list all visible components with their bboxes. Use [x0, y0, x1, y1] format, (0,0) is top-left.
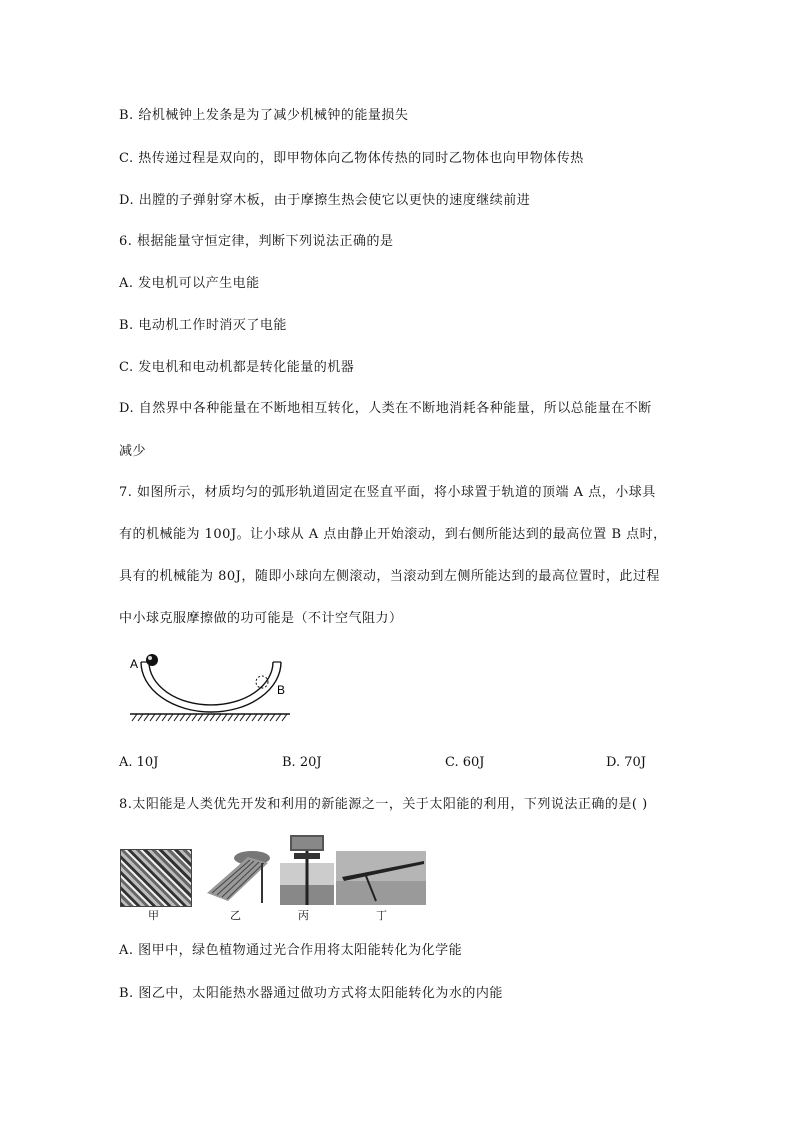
q7-stem-line1: 7. 如图所示，材质均匀的弧形轨道固定在竖直平面，将小球置于轨道的顶端 A 点，小球具	[119, 485, 656, 500]
q8-option-a: A. 图甲中，绿色植物通过光合作用将太阳能转化为化学能	[119, 943, 463, 958]
hatched-ground	[130, 714, 290, 721]
track-inner	[149, 662, 273, 705]
caption-bing: 丙	[298, 909, 309, 922]
label-a: A	[130, 657, 139, 671]
q6-option-d-line1: D. 自然界中各种能量在不断地相互转化，人类在不断地消耗各种能量，所以总能量在不断	[119, 401, 652, 416]
caption-ding: 丁	[376, 909, 387, 922]
q7-stem-line3: 具有的机械能为 80J，随即小球向左侧滚动，当滚动到左侧所能达到的最高位置时，此过程	[119, 569, 660, 584]
photo-solar-heater	[202, 849, 272, 905]
q5-option-b: B. 给机械钟上发条是为了减少机械钟的能量损失	[119, 108, 409, 123]
q8-photo-row	[120, 835, 430, 922]
q7-stem-line4: 中小球克服摩擦做的功可能是（不计空气阻力）	[119, 611, 403, 626]
q6-option-a: A. 发电机可以产生电能	[119, 276, 260, 291]
q6-option-d-line2: 减少	[119, 444, 147, 459]
q7-option-c: C. 60J	[445, 755, 485, 770]
q7-option-b: B. 20J	[282, 755, 322, 770]
q6-option-c: C. 发电机和电动机都是转化能量的机器	[119, 360, 355, 375]
photo-plants	[120, 849, 192, 907]
q5-option-c: C. 热传递过程是双向的，即甲物体向乙物体传热的同时乙物体也向甲物体传热	[119, 151, 584, 166]
photo-solar-plane	[336, 851, 426, 905]
caption-yi: 乙	[230, 909, 241, 922]
q7-stem-line2: 有的机械能为 100J。让小球从 A 点由静止开始滚动，到右侧所能达到的最高位置 B 点时，	[119, 527, 667, 542]
q6-stem: 6. 根据能量守恒定律，判断下列说法正确的是	[119, 234, 394, 249]
q5-option-d: D. 出膛的子弹射穿木板，由于摩擦生热会使它以更快的速度继续前进	[119, 193, 531, 208]
track-figure	[125, 648, 295, 730]
q6-option-b: B. 电动机工作时消灭了电能	[119, 318, 287, 333]
q8-stem: 8.太阳能是人类优先开发和利用的新能源之一，关于太阳能的利用，下列说法正确的是( )	[119, 797, 648, 812]
q8-option-b: B. 图乙中，太阳能热水器通过做功方式将太阳能转化为水的内能	[119, 986, 503, 1001]
caption-jia: 甲	[148, 909, 159, 922]
q7-option-d: D. 70J	[606, 755, 646, 770]
q7-option-a: A. 10J	[119, 755, 159, 770]
photo-solar-light	[280, 835, 334, 905]
label-b: B	[277, 683, 286, 697]
ball-at-a	[146, 654, 158, 666]
